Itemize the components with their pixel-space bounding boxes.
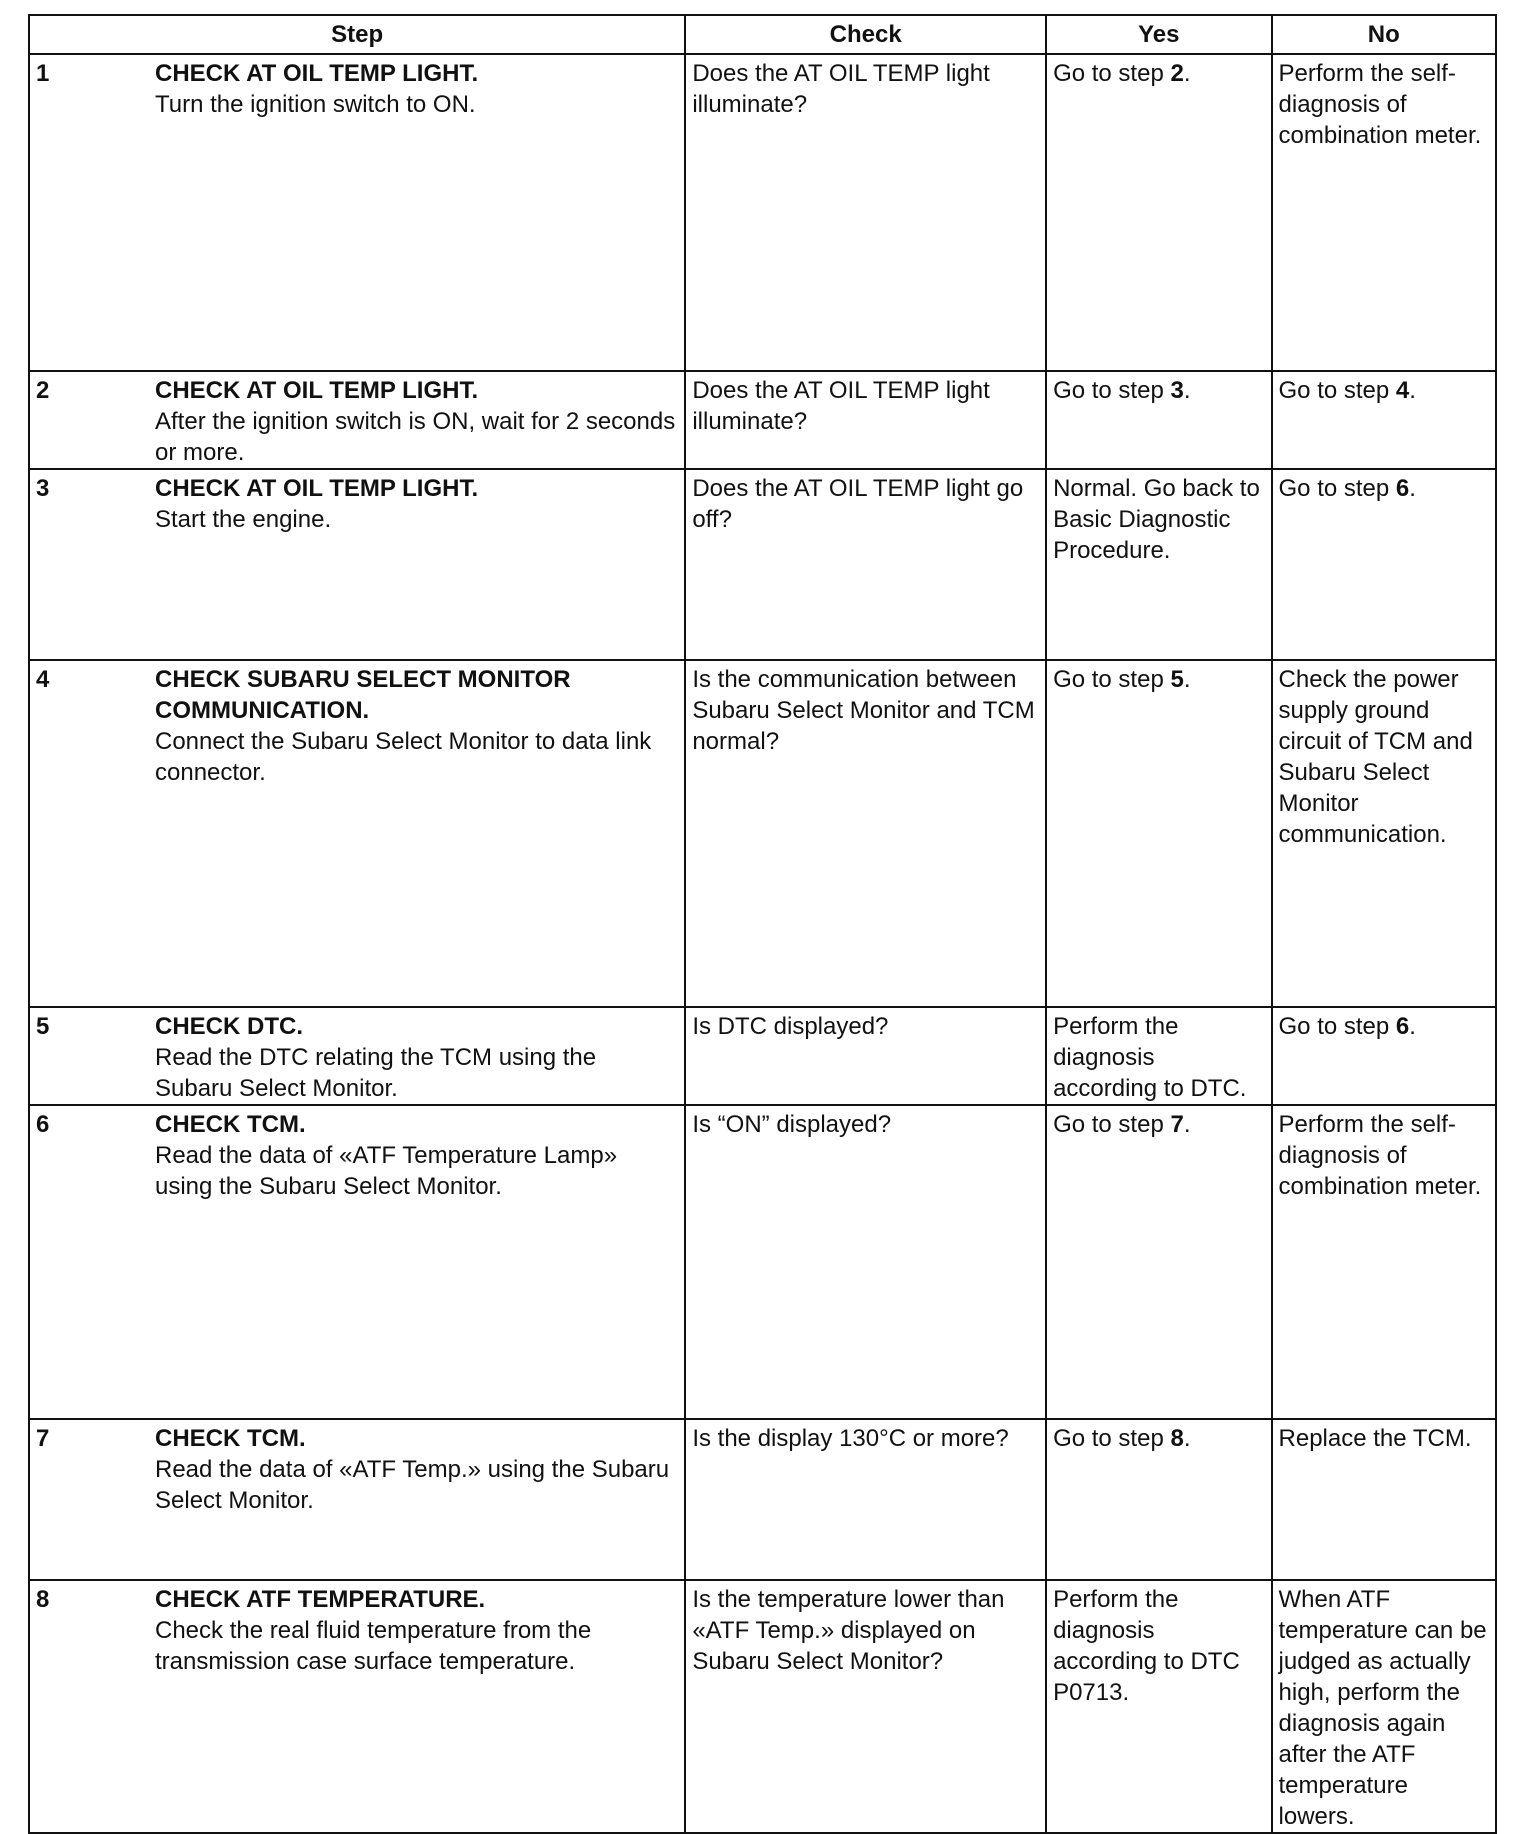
yes-text: Go to step [1053, 1425, 1171, 1452]
step-description: Check the real fluid temperature from the transmission case surface temperature. [155, 1617, 592, 1675]
yes-text: Perform the diagnosis according to DTC. [1053, 1013, 1247, 1102]
yes-cell [1046, 371, 1271, 469]
yes-cell [1046, 1419, 1271, 1580]
yes-text: Go to step [1053, 377, 1171, 404]
yes-cell [1046, 54, 1271, 371]
step-title: CHECK TCM. [155, 1111, 306, 1138]
table-row [29, 469, 1496, 660]
step-description: After the ignition switch is ON, wait for 2 seconds or more. [155, 408, 676, 466]
step-number: 6 [36, 1111, 50, 1138]
table-row [29, 1007, 1496, 1105]
step-cell [29, 469, 685, 660]
step-description: Connect the Subaru Select Monitor to data link connector. [155, 728, 652, 786]
yes-cell [1046, 1105, 1271, 1419]
no-step-ref: 6 [1395, 1013, 1410, 1040]
table-row [29, 1105, 1496, 1419]
no-suffix: . [1409, 1013, 1416, 1040]
step-title: CHECK SUBARU SELECT MONITOR COMMUNICATION. [155, 666, 571, 724]
step-description: Start the engine. [155, 506, 332, 533]
yes-step-ref: 2 [1170, 60, 1184, 87]
yes-text: Go to step [1053, 60, 1171, 87]
table-body [29, 54, 1496, 1833]
no-text: Perform the self-diagnosis of combination meter. [1278, 60, 1482, 149]
no-cell [1272, 469, 1496, 660]
yes-step-ref: 7 [1170, 1111, 1184, 1138]
yes-suffix: . [1183, 1111, 1191, 1138]
step-number: 8 [36, 1586, 50, 1613]
step-description: Turn the ignition switch to ON. [155, 91, 476, 118]
table-row [29, 371, 1496, 469]
step-description: Read the data of «ATF Temperature Lamp» using the Subaru Select Monitor. [155, 1142, 618, 1200]
yes-text: Go to step [1053, 1111, 1171, 1138]
no-cell [1272, 54, 1496, 371]
step-number: 3 [36, 475, 50, 502]
yes-suffix: . [1183, 60, 1191, 87]
no-text: Go to step [1278, 377, 1396, 404]
step-number: 2 [36, 377, 50, 404]
step-cell [29, 660, 685, 1007]
check-cell: Is the communication between Subaru Select Monitor and TCM normal? [685, 660, 1046, 1007]
check-cell: Does the AT OIL TEMP light go off? [685, 469, 1046, 660]
yes-suffix: . [1183, 1425, 1191, 1452]
no-step-ref: 4 [1395, 377, 1410, 404]
no-text: Perform the self-diagnosis of combination meter. [1278, 1111, 1482, 1200]
check-cell: Is the temperature lower than «ATF Temp.» displayed on Subaru Select Monitor? [685, 1580, 1046, 1833]
step-number: 4 [36, 666, 50, 693]
step-title: CHECK AT OIL TEMP LIGHT. [155, 377, 479, 404]
step-title: CHECK TCM. [155, 1425, 306, 1452]
no-text: Go to step [1278, 475, 1396, 502]
no-text: Replace the TCM. [1278, 1425, 1472, 1452]
check-cell: Is the display 130°C or more? [685, 1419, 1046, 1580]
step-number: 7 [36, 1425, 50, 1452]
no-text: Check the power supply ground circuit of TCM and Subaru Select Monitor communication. [1278, 666, 1473, 848]
table-row [29, 1580, 1496, 1833]
check-cell: Does the AT OIL TEMP light illuminate? [685, 54, 1046, 371]
no-cell [1272, 1419, 1496, 1580]
step-cell [29, 54, 685, 371]
no-step-ref: 6 [1395, 475, 1410, 502]
table-row [29, 54, 1496, 371]
step-cell [29, 1105, 685, 1419]
table-row [29, 660, 1496, 1007]
no-suffix: . [1409, 475, 1416, 502]
header-check: Check [685, 15, 1046, 54]
no-suffix: . [1409, 377, 1416, 404]
yes-step-ref: 5 [1170, 666, 1184, 693]
step-title: CHECK DTC. [155, 1013, 303, 1040]
step-description: Read the data of «ATF Temp.» using the Subaru Select Monitor. [155, 1456, 670, 1514]
step-description: Read the DTC relating the TCM using the Subaru Select Monitor. [155, 1044, 597, 1102]
check-cell: Does the AT OIL TEMP light illuminate? [685, 371, 1046, 469]
header-yes: Yes [1046, 15, 1271, 54]
step-title: CHECK AT OIL TEMP LIGHT. [155, 60, 479, 87]
no-text: Go to step [1278, 1013, 1396, 1040]
yes-suffix: . [1183, 377, 1191, 404]
step-title: CHECK AT OIL TEMP LIGHT. [155, 475, 479, 502]
yes-cell [1046, 1580, 1271, 1833]
no-cell [1272, 1007, 1496, 1105]
diagnostic-table [28, 14, 1497, 1834]
header-no: No [1272, 15, 1496, 54]
yes-cell [1046, 469, 1271, 660]
step-number: 1 [36, 60, 50, 87]
header-step: Step [29, 15, 685, 54]
no-cell [1272, 371, 1496, 469]
no-text: When ATF temperature can be judged as actually high, perform the diagnosis again after the ATF temperature lowers. [1278, 1586, 1487, 1830]
step-title: CHECK ATF TEMPERATURE. [155, 1586, 486, 1613]
step-cell [29, 1580, 685, 1833]
step-cell [29, 371, 685, 469]
check-cell: Is DTC displayed? [685, 1007, 1046, 1105]
yes-step-ref: 3 [1170, 377, 1184, 404]
yes-step-ref: 8 [1170, 1425, 1184, 1452]
header-row [29, 15, 1496, 54]
yes-cell [1046, 1007, 1271, 1105]
step-cell [29, 1419, 685, 1580]
no-cell [1272, 660, 1496, 1007]
yes-text: Perform the diagnosis according to DTC P0713. [1053, 1586, 1240, 1706]
check-cell: Is “ON” displayed? [685, 1105, 1046, 1419]
step-cell [29, 1007, 685, 1105]
no-cell [1272, 1105, 1496, 1419]
step-number: 5 [36, 1013, 50, 1040]
yes-text: Normal. Go back to Basic Diagnostic Procedure. [1053, 475, 1260, 564]
table-row [29, 1419, 1496, 1580]
yes-cell [1046, 660, 1271, 1007]
yes-text: Go to step [1053, 666, 1171, 693]
yes-suffix: . [1183, 666, 1191, 693]
no-cell [1272, 1580, 1496, 1833]
